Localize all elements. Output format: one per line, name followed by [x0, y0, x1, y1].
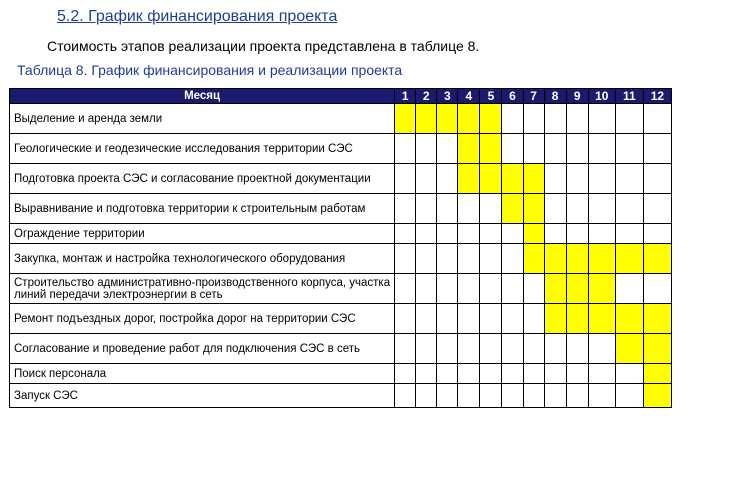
table-caption: Таблица 8. График финансирования и реализации проекта	[17, 62, 403, 78]
gantt-empty-cell	[395, 244, 416, 274]
gantt-empty-cell	[458, 364, 480, 384]
gantt-bar-cell	[544, 244, 566, 274]
gantt-empty-cell	[416, 384, 437, 408]
gantt-empty-cell	[502, 334, 523, 364]
gantt-bar-cell	[480, 134, 502, 164]
gantt-empty-cell	[458, 334, 480, 364]
task-label: Запуск СЭС	[10, 384, 395, 408]
gantt-empty-cell	[416, 134, 437, 164]
gantt-bar-cell	[566, 244, 588, 274]
month-header-12: 12	[643, 89, 671, 104]
gantt-empty-cell	[643, 274, 671, 304]
gantt-empty-cell	[544, 164, 566, 194]
gantt-bar-cell	[588, 244, 615, 274]
gantt-empty-cell	[523, 384, 544, 408]
gantt-empty-cell	[544, 364, 566, 384]
gantt-empty-cell	[544, 104, 566, 134]
gantt-bar-cell	[523, 244, 544, 274]
section-title: 5.2. График финансирования проекта	[57, 8, 338, 25]
gantt-empty-cell	[643, 164, 671, 194]
gantt-bar-cell	[643, 364, 671, 384]
gantt-bar-cell	[458, 104, 480, 134]
month-header-10: 10	[588, 89, 615, 104]
task-label: Подготовка проекта СЭС и согласование проектной документации	[10, 164, 395, 194]
task-label: Ограждение территории	[10, 224, 395, 244]
month-header-6: 6	[502, 89, 523, 104]
gantt-empty-cell	[480, 224, 502, 244]
gantt-empty-cell	[395, 164, 416, 194]
table-header-row	[10, 89, 672, 104]
gantt-empty-cell	[437, 224, 458, 244]
gantt-empty-cell	[643, 134, 671, 164]
gantt-bar-cell	[523, 224, 544, 244]
gantt-empty-cell	[588, 194, 615, 224]
gantt-empty-cell	[588, 364, 615, 384]
gantt-bar-cell	[544, 304, 566, 334]
gantt-empty-cell	[615, 224, 643, 244]
gantt-empty-cell	[395, 364, 416, 384]
month-header-8: 8	[544, 89, 566, 104]
task-label: Закупка, монтаж и настройка технологического оборудования	[10, 244, 395, 274]
gantt-empty-cell	[437, 244, 458, 274]
gantt-bar-cell	[458, 134, 480, 164]
gantt-empty-cell	[615, 194, 643, 224]
gantt-empty-cell	[544, 224, 566, 244]
task-label: Выравнивание и подготовка территории к строительным работам	[10, 194, 395, 224]
task-label: Выделение и аренда земли	[10, 104, 395, 134]
task-label: Строительство административно-производственного корпуса, участка линий передачи электроэнергии в сеть	[10, 274, 395, 304]
gantt-empty-cell	[437, 334, 458, 364]
gantt-empty-cell	[395, 134, 416, 164]
gantt-empty-cell	[615, 104, 643, 134]
gantt-empty-cell	[480, 304, 502, 334]
gantt-empty-cell	[416, 304, 437, 334]
gantt-empty-cell	[395, 384, 416, 408]
table-row	[10, 224, 672, 244]
gantt-empty-cell	[588, 224, 615, 244]
task-label: Геологические и геодезические исследования территории СЭС	[10, 134, 395, 164]
gantt-bar-cell	[416, 104, 437, 134]
gantt-bar-cell	[480, 104, 502, 134]
gantt-empty-cell	[437, 164, 458, 194]
gantt-empty-cell	[502, 224, 523, 244]
intro-text: Стоимость этапов реализации проекта представлена в таблице 8.	[47, 38, 480, 54]
gantt-empty-cell	[395, 194, 416, 224]
gantt-empty-cell	[437, 384, 458, 408]
gantt-empty-cell	[502, 104, 523, 134]
gantt-bar-cell	[566, 304, 588, 334]
gantt-bar-cell	[523, 194, 544, 224]
gantt-bar-cell	[480, 164, 502, 194]
gantt-empty-cell	[502, 134, 523, 164]
task-label: Согласование и проведение работ для подключения СЭС в сеть	[10, 334, 395, 364]
gantt-empty-cell	[566, 104, 588, 134]
gantt-empty-cell	[416, 164, 437, 194]
gantt-empty-cell	[566, 134, 588, 164]
gantt-bar-cell	[588, 304, 615, 334]
table-row	[10, 384, 672, 408]
gantt-empty-cell	[502, 274, 523, 304]
gantt-empty-cell	[480, 194, 502, 224]
gantt-bar-cell	[395, 104, 416, 134]
gantt-empty-cell	[643, 224, 671, 244]
gantt-bar-cell	[437, 104, 458, 134]
month-header-11: 11	[615, 89, 643, 104]
gantt-empty-cell	[615, 134, 643, 164]
gantt-empty-cell	[416, 334, 437, 364]
gantt-empty-cell	[643, 104, 671, 134]
gantt-empty-cell	[566, 224, 588, 244]
gantt-empty-cell	[395, 274, 416, 304]
month-header-3: 3	[437, 89, 458, 104]
gantt-empty-cell	[480, 364, 502, 384]
gantt-empty-cell	[588, 384, 615, 408]
gantt-empty-cell	[544, 134, 566, 164]
gantt-bar-cell	[615, 334, 643, 364]
gantt-empty-cell	[523, 104, 544, 134]
gantt-empty-cell	[502, 364, 523, 384]
gantt-bar-cell	[566, 274, 588, 304]
gantt-empty-cell	[588, 334, 615, 364]
gantt-empty-cell	[566, 194, 588, 224]
gantt-bar-cell	[615, 304, 643, 334]
gantt-empty-cell	[615, 164, 643, 194]
gantt-empty-cell	[588, 104, 615, 134]
gantt-empty-cell	[502, 244, 523, 274]
gantt-empty-cell	[615, 364, 643, 384]
gantt-bar-cell	[643, 334, 671, 364]
gantt-empty-cell	[544, 384, 566, 408]
month-header-label: Месяц	[10, 89, 395, 104]
gantt-empty-cell	[395, 304, 416, 334]
gantt-empty-cell	[588, 164, 615, 194]
gantt-empty-cell	[566, 364, 588, 384]
task-label: Поиск персонала	[10, 364, 395, 384]
gantt-bar-cell	[588, 274, 615, 304]
gantt-empty-cell	[437, 134, 458, 164]
gantt-empty-cell	[416, 224, 437, 244]
gantt-empty-cell	[437, 304, 458, 334]
table-row	[10, 304, 672, 334]
month-header-1: 1	[395, 89, 416, 104]
gantt-bar-cell	[615, 244, 643, 274]
gantt-empty-cell	[416, 194, 437, 224]
gantt-bar-cell	[458, 164, 480, 194]
gantt-empty-cell	[566, 164, 588, 194]
gantt-empty-cell	[502, 384, 523, 408]
table-row	[10, 364, 672, 384]
month-header-5: 5	[480, 89, 502, 104]
gantt-bar-cell	[502, 164, 523, 194]
month-header-2: 2	[416, 89, 437, 104]
table-row	[10, 334, 672, 364]
gantt-empty-cell	[480, 384, 502, 408]
gantt-empty-cell	[395, 224, 416, 244]
month-header-4: 4	[458, 89, 480, 104]
gantt-empty-cell	[615, 384, 643, 408]
table-row	[10, 104, 672, 134]
gantt-bar-cell	[544, 274, 566, 304]
month-header-7: 7	[523, 89, 544, 104]
gantt-empty-cell	[544, 334, 566, 364]
table-row	[10, 274, 672, 304]
gantt-empty-cell	[458, 194, 480, 224]
gantt-empty-cell	[643, 194, 671, 224]
gantt-empty-cell	[416, 274, 437, 304]
gantt-empty-cell	[523, 134, 544, 164]
gantt-empty-cell	[480, 244, 502, 274]
gantt-empty-cell	[566, 334, 588, 364]
gantt-empty-cell	[502, 304, 523, 334]
gantt-empty-cell	[480, 274, 502, 304]
gantt-bar-cell	[643, 384, 671, 408]
gantt-empty-cell	[480, 334, 502, 364]
gantt-empty-cell	[458, 384, 480, 408]
gantt-empty-cell	[615, 274, 643, 304]
gantt-empty-cell	[437, 364, 458, 384]
gantt-empty-cell	[458, 224, 480, 244]
gantt-empty-cell	[458, 304, 480, 334]
table-row	[10, 164, 672, 194]
gantt-empty-cell	[523, 364, 544, 384]
gantt-table	[9, 88, 672, 408]
gantt-empty-cell	[458, 274, 480, 304]
table-row	[10, 134, 672, 164]
gantt-bar-cell	[643, 304, 671, 334]
task-label: Ремонт подъездных дорог, постройка дорог на территории СЭС	[10, 304, 395, 334]
gantt-bar-cell	[502, 194, 523, 224]
gantt-empty-cell	[523, 274, 544, 304]
gantt-empty-cell	[437, 274, 458, 304]
gantt-empty-cell	[588, 134, 615, 164]
gantt-empty-cell	[416, 364, 437, 384]
table-row	[10, 244, 672, 274]
month-header-9: 9	[566, 89, 588, 104]
gantt-empty-cell	[395, 334, 416, 364]
table-row	[10, 194, 672, 224]
gantt-empty-cell	[437, 194, 458, 224]
gantt-empty-cell	[523, 304, 544, 334]
gantt-empty-cell	[458, 244, 480, 274]
gantt-empty-cell	[566, 384, 588, 408]
gantt-empty-cell	[523, 334, 544, 364]
gantt-empty-cell	[544, 194, 566, 224]
gantt-bar-cell	[523, 164, 544, 194]
gantt-bar-cell	[643, 244, 671, 274]
gantt-empty-cell	[416, 244, 437, 274]
